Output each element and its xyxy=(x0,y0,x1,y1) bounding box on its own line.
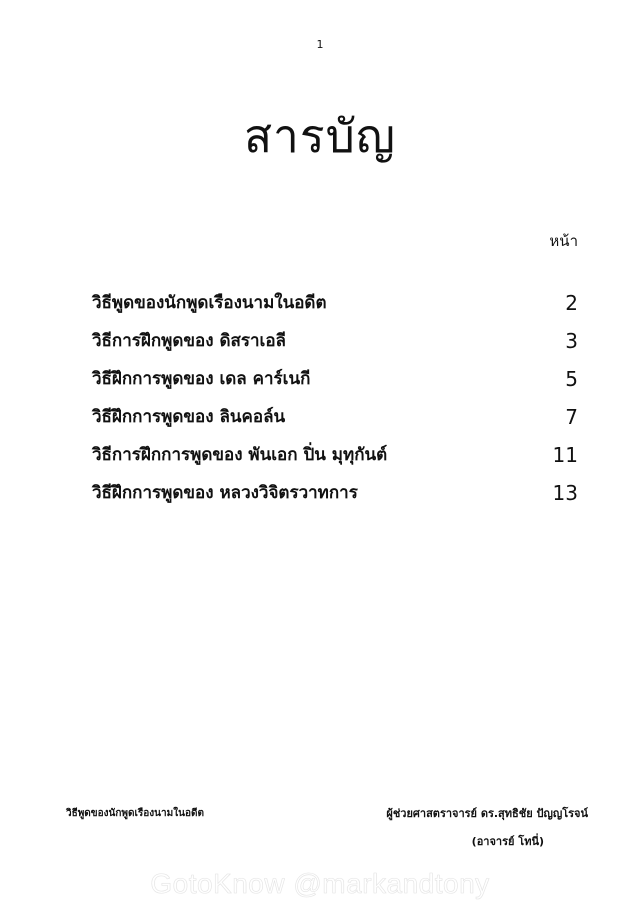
watermark: GotoKnow @markandtony xyxy=(150,868,490,899)
toc-entry-page: 3 xyxy=(565,329,578,353)
toc-entry-title: วิธีพูดของนักพูดเรืองนามในอดีต xyxy=(92,293,327,313)
page-number: 1 xyxy=(316,38,324,51)
toc-entry-page: 11 xyxy=(552,443,578,467)
toc-entry xyxy=(92,440,578,478)
footer-author xyxy=(386,804,588,850)
toc-entry-page: 5 xyxy=(565,367,578,391)
toc-entry-title: วิธีฝึกการพูดของ ลินคอล์น xyxy=(92,407,286,427)
toc-entry xyxy=(92,364,578,402)
toc-entry xyxy=(92,402,578,440)
toc-entry-title: วิธีการฝึกพูดของ ดิสราเอลี xyxy=(92,331,286,351)
toc-entry-page: 2 xyxy=(565,291,578,315)
toc-entry-page: 7 xyxy=(565,405,578,429)
toc-entry-title: วิธีฝึกการพูดของ หลวงวิจิตรวาทการ xyxy=(92,483,358,503)
toc-entry xyxy=(92,478,578,516)
toc-entry xyxy=(92,326,578,364)
toc-entry-page: 13 xyxy=(552,481,578,505)
table-of-contents xyxy=(92,288,578,516)
footer-document-title: วิธีพูดของนักพูดเรืองนามในอดีต xyxy=(66,808,204,819)
page-column-header: หน้า xyxy=(549,232,578,250)
toc-entry-title: วิธีฝึกการพูดของ เดล คาร์เนกี xyxy=(92,369,311,389)
footer-author-name: ผู้ช่วยศาสตราจารย์ ดร.สุทธิชัย ปัญญโรจน์ xyxy=(386,807,588,820)
footer-author-nickname: (อาจารย์ โทนี่) xyxy=(471,835,544,848)
toc-entry xyxy=(92,288,578,326)
page-title: สารบัญ xyxy=(243,109,396,163)
toc-entry-title: วิธีการฝึกการพูดของ พันเอก ปิ่น มุทุกันต์ xyxy=(92,445,388,465)
